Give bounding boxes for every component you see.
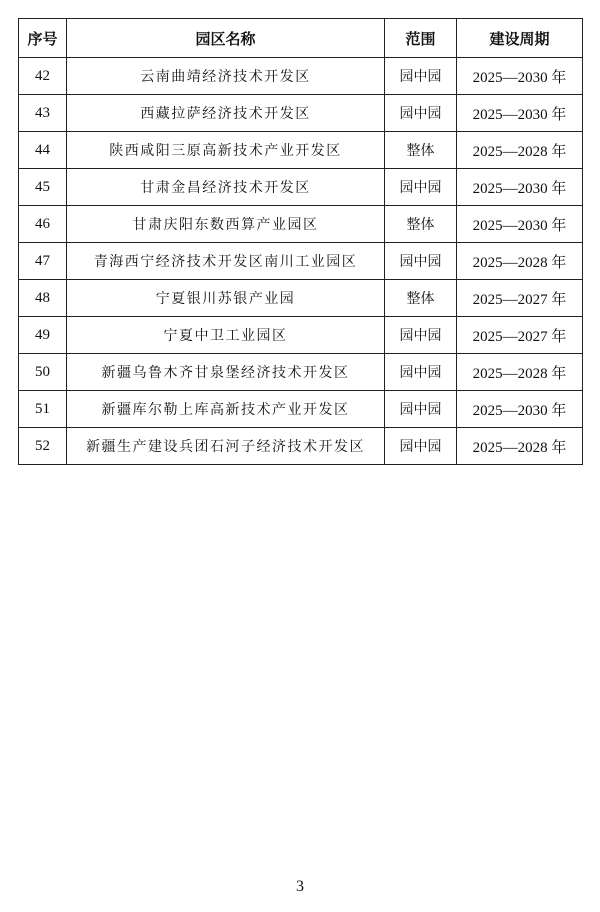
row-number: 46 xyxy=(19,206,67,243)
scope-value: 园中园 xyxy=(385,169,457,206)
table-row xyxy=(19,95,583,132)
park-name: 陕西咸阳三原高新技术产业开发区 xyxy=(67,132,385,169)
park-name: 宁夏银川苏银产业园 xyxy=(67,280,385,317)
table-body xyxy=(19,58,583,465)
construction-period: 2025—2030 年 xyxy=(457,169,583,206)
park-name: 青海西宁经济技术开发区南川工业园区 xyxy=(67,243,385,280)
table-row xyxy=(19,206,583,243)
construction-period: 2025—2027 年 xyxy=(457,317,583,354)
row-number: 49 xyxy=(19,317,67,354)
row-number: 47 xyxy=(19,243,67,280)
header-period: 建设周期 xyxy=(457,19,583,58)
table-row xyxy=(19,391,583,428)
scope-value: 园中园 xyxy=(385,58,457,95)
park-name: 甘肃庆阳东数西算产业园区 xyxy=(67,206,385,243)
row-number: 52 xyxy=(19,428,67,465)
table-row xyxy=(19,280,583,317)
park-name: 新疆生产建设兵团石河子经济技术开发区 xyxy=(67,428,385,465)
construction-period: 2025—2030 年 xyxy=(457,95,583,132)
park-name: 新疆库尔勒上库高新技术产业开发区 xyxy=(67,391,385,428)
construction-period: 2025—2030 年 xyxy=(457,206,583,243)
scope-value: 整体 xyxy=(385,206,457,243)
row-number: 51 xyxy=(19,391,67,428)
row-number: 48 xyxy=(19,280,67,317)
row-number: 50 xyxy=(19,354,67,391)
construction-period: 2025—2030 年 xyxy=(457,391,583,428)
park-name: 新疆乌鲁木齐甘泉堡经济技术开发区 xyxy=(67,354,385,391)
row-number: 42 xyxy=(19,58,67,95)
page-number: 3 xyxy=(296,878,304,895)
table-row xyxy=(19,58,583,95)
park-table-container xyxy=(18,18,582,465)
table-row xyxy=(19,132,583,169)
scope-value: 园中园 xyxy=(385,243,457,280)
scope-value: 园中园 xyxy=(385,428,457,465)
header-scope: 范围 xyxy=(385,19,457,58)
park-table xyxy=(18,18,583,465)
table-row xyxy=(19,428,583,465)
row-number: 44 xyxy=(19,132,67,169)
scope-value: 园中园 xyxy=(385,95,457,132)
scope-value: 整体 xyxy=(385,132,457,169)
table-row xyxy=(19,354,583,391)
table-row xyxy=(19,169,583,206)
row-number: 43 xyxy=(19,95,67,132)
park-name: 西藏拉萨经济技术开发区 xyxy=(67,95,385,132)
construction-period: 2025—2028 年 xyxy=(457,354,583,391)
table-row xyxy=(19,317,583,354)
table-row xyxy=(19,243,583,280)
scope-value: 园中园 xyxy=(385,391,457,428)
construction-period: 2025—2027 年 xyxy=(457,280,583,317)
row-number: 45 xyxy=(19,169,67,206)
scope-value: 园中园 xyxy=(385,317,457,354)
park-name: 宁夏中卫工业园区 xyxy=(67,317,385,354)
park-name: 云南曲靖经济技术开发区 xyxy=(67,58,385,95)
header-park-name: 园区名称 xyxy=(67,19,385,58)
header-no: 序号 xyxy=(19,19,67,58)
scope-value: 整体 xyxy=(385,280,457,317)
table-header-row xyxy=(19,19,583,58)
construction-period: 2025—2028 年 xyxy=(457,243,583,280)
construction-period: 2025—2028 年 xyxy=(457,132,583,169)
park-name: 甘肃金昌经济技术开发区 xyxy=(67,169,385,206)
construction-period: 2025—2028 年 xyxy=(457,428,583,465)
construction-period: 2025—2030 年 xyxy=(457,58,583,95)
scope-value: 园中园 xyxy=(385,354,457,391)
